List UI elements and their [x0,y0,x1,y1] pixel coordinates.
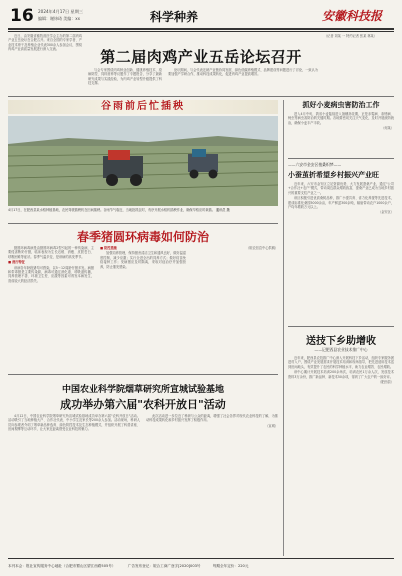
right-story2-text-2: 该区积极引进优质桑树品种，推广小蚕共育、省力化养蚕等先进技术，建成标准化桑园5000余亩，年产鲜茧300余吨，辐射带动农户1000余户，户均年增收万元以上。 [288,196,394,210]
right-story3-title: 送技下乡助增收 [306,336,376,347]
section-title: 科学种养 [150,10,199,24]
article2-body-2: 加强饲养管理，保持猪舍清洁卫生和通风良好，做好温湿度控制，减少应激；实行全进全出的饲养方式；做好疫苗免疫接种工作；发病猪应及时隔离，采取对症治疗并加强营养，防止继发感染。 [100,251,186,269]
right-story2-text: 近年来，六安市金安区立足资源优势，大力发展蚕桑产业，通过"公司+合作社+农户"模式，带动周边群众增收致富，蚕桑产业已成为当地乡村振兴的重要支柱产业之一。 [288,182,394,195]
farm-banner [8,100,278,114]
lead-article-col3 [168,68,318,92]
page-header [0,0,402,32]
lead-author: （记者 刘某 一 特约记者 张某 林某） [324,34,377,38]
page-number: 16 [10,6,34,26]
right-story2-author: （金安区） [378,210,394,215]
lead-para-3: 论坛期间，与会代表还就产业链协同发展、绿色低碳养殖模式、品牌建设等问题进行了讨论，一致认为要加强产学研合作，推动科技成果转化，促进肉鸡产业提质增效。 [168,68,318,77]
article3-author: （宣城） [265,423,278,428]
article3-col1 [8,414,140,550]
article2-divider [8,374,278,375]
right-story3-body [288,356,394,554]
editor-line: 编辑：谢炜琦 美编：xx [38,16,81,21]
footer-price: 每期全年定价：220元 [212,564,249,568]
footer-address: 本刊本会：报社宣传服务中心地址（合肥市蜀山区望江西路505号） [8,564,116,568]
article2-title: 春季猪圆环病毒如何防治 [76,230,209,244]
article2-body-1: 该病各年龄段猪均可感染，以5～12周龄仔猪多发。病猪和带毒猪是主要传染源，病毒可通过消化道、呼吸道传播，饲养管理不善、环境卫生差、应激等因素可诱发本病发生，造成较大的经济损失。 [8,265,94,283]
article3-title-line2: 成功举办第六届"农科开放日"活动 [60,398,226,411]
lead-article-col1 [8,34,82,92]
right-story2-kicker: ——六安市金安区植桑织梦—— [288,162,342,167]
photo-caption [8,208,278,222]
photo-credit: 通讯员 摄 [215,208,230,212]
caption-divider [8,223,278,224]
right-story3-text: 近年来，肥西县农技推广中心深入开展科技下乡活动，组织专家服务团进村入户，围绕产业发展需求开展技术培训和现场指导，把先进适用技术送到田间地头，有效提升了农民的科学种植水平，助力农业增效、农民增收。 [288,356,394,369]
article3-body-2: 此次活动进一步拉近了科研与公众的距离，增强了社会各界对现代农业科技的了解，为推动科技成果转化和乡村振兴发挥了积极作用。 [146,414,278,423]
article3-col2 [146,414,278,550]
lead-article-col4 [324,34,394,92]
article2-intro: 猪圆环病毒病是由猪圆环病毒2型引起的一种传染病，主要侵害断奶仔猪，临床表现为生长迟缓、消瘦、皮肤苍白、呼吸困难等症状。春季气温多变，是该病的高发季节。 [8,246,94,259]
right-story2-body [288,182,394,322]
photo-illustration [8,116,278,206]
column-divider [283,100,284,556]
right-story3-kicker: ——记肥西县农业技术推广中心 [314,347,368,352]
right-story1-body [288,112,394,156]
footer [8,561,394,571]
article2-col1 [8,246,94,374]
article3-body: 4月12日，中国农业科学院烟草研究所宣城试验基地成功举办第六届"农科开放日"活动。活动吸引了当地种植大户、合作社代表、中小学生及家长等200余人参加。活动现场，科研人员向参观者介绍了烟草新品种选育、绿色防控技术及生态种植模式，并组织开展了科普讲座、田间观摩等互动环节，让大家近距离感受农业科技的魅力。 [8,414,140,432]
footer-divider [8,558,394,559]
right-story1-author: （何某） [381,126,394,131]
rice-planting-photo [8,116,278,206]
article2-col3 [192,246,278,374]
article3-title-line1: 中国农业科学院烟草研究所宣城试验基地 [61,385,224,395]
right-divider-2 [288,326,394,327]
right-story1-text: 进入4月中旬，我省小麦陆续进入抽穗扬花期，正是赤霉病、条锈病、蚜虫等病虫害防治的关键时期。各地要密切关注天气变化，及时开展统防统治，确保小麦丰产丰收。 [288,112,394,125]
lead-article-col2 [88,68,162,92]
article-swine-disease [8,226,278,376]
lead-article-title: 第二届肉鸡产业五岳论坛召开 [100,48,302,66]
article-open-day [8,378,278,553]
article2-author: （皖农信息中心供稿） [246,246,278,250]
lead-para-1: 近日，由安徽省畜牧兽医学会主办的第二届肉鸡产业五岳论坛在合肥召开。来自全国的专家学者、产业技术骨干及养殖企业代表300余人参加会议，围绕肉鸡产业高质量发展进行深入交流。 [8,34,82,52]
farm-banner-title: 谷雨前后忙插秧 [101,101,185,112]
right-story1-title: 抓好小麦病虫害防治工作 [302,101,380,109]
lead-para-2: 与会专家围绕肉鸡种业创新、健康养殖技术、疫病防控、饲料营养等议题作了专题报告，分享了最新研究成果与实践经验，为肉鸡产业转型升级提供了科技支撑。 [88,68,162,86]
lead-divider [8,96,394,97]
right-story3-text-2: 该中心累计开展技术培训200余场次，培训农民1万余人次，发放技术资料3万余份，推广新品种、新技术50余项，得到了广大农户的一致好评。 [288,370,394,379]
header-divider-thin [8,31,394,32]
article2-col2 [100,246,186,374]
article2-subhead-1: ■ 流行特征 [8,260,25,265]
footer-ad-license: 广告发布登记：皖合工商广登字[2020]003号 [127,564,201,568]
masthead-logo: 安徽科技报 [322,9,383,23]
lead-article [8,34,394,98]
right-story2-title: 小蚕茧折希望乡村振兴产业旺 [288,171,379,179]
header-divider-thick [8,28,394,30]
photo-caption-text: 4月17日，在肥西县某水稻种植基地，农民驾驶插秧机在田间插秧。谷雨节气临近，当地抢抓农时，有序开展水稻机插秧作业，确保早稻应时栽插。 [8,208,215,212]
right-divider-1 [288,158,394,159]
right-story3-author: （肥西县） [378,380,394,385]
article2-subhead-2: ■ 防控措施 [100,246,117,250]
right-column [288,100,394,556]
date-line: 2024年4月17日 星期三 [38,9,84,14]
